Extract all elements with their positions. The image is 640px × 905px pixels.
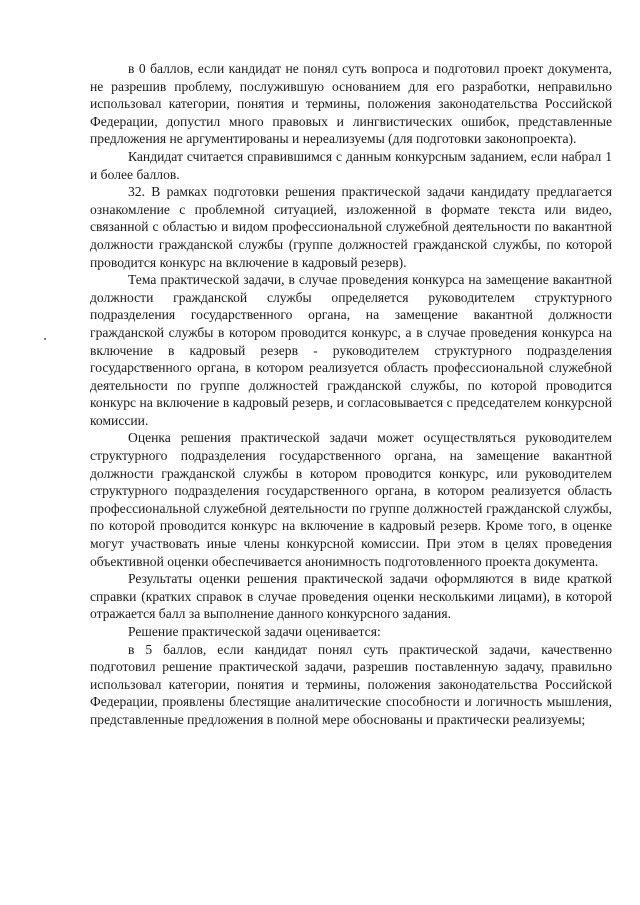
paragraph-task-topic: Тема практической задачи, в случае проведения конкурса на замещение вакантной должности гражданской службы определяется руководителем структурного подразделения государственного органа, на замещение вакантной должности гражданской службы в котором проводится конкурс, а в случае проведения конкурса на включение в кадровый резерв - руководителем структурного подразделения государственного органа, в котором реализуется область профессиональной служебной деятельности по группе должностей гражданской службы, по которой проводится конкурс на включение в кадровый резерв, и согласовывается с председателем конкурсной комиссии.	[90, 272, 612, 428]
paragraph-pass-threshold: Кандидат считается справившимся с данным конкурсным заданием, если набрал 1 и более баллов.	[90, 148, 612, 182]
paragraph-item-32: 32. В рамках подготовки решения практической задачи кандидату предлагается ознакомление с проблемной ситуацией, изложенной в формате текста или видео, связанной с областью и видом профессиональной служебной деятельности по вакантной должности гражданской службы (группе должностей гражданской службы, по которой проводится конкурс на включение в кадровый резерв).	[90, 184, 612, 270]
paragraph-task-evaluation: Оценка решения практической задачи может осуществляться руководителем структурного подразделения государственного органа, на замещение вакантной должности гражданской службы в котором проводится конкурс, или руководителем структурного подразделения государственного органа, в котором реализуется область профессиональной служебной деятельности по группе должностей гражданской службы, по которой проводится конкурс на включение в кадровый резерв. Кроме того, в оценке могут участвовать иные члены конкурсной комиссии. При этом в целях проведения объективной оценки обеспечивается анонимность подготовленного проекта документа.	[90, 430, 612, 569]
margin-mark	[44, 338, 46, 340]
document-body	[90, 60, 612, 729]
paragraph-score-zero: в 0 баллов, если кандидат не понял суть вопроса и подготовил проект документа, не разрешив проблему, послужившую основанием для его разработки, неправильно использовал категории, понятия и термины, положения законодательства Российской Федерации, допустил много правовых и лингвистических ошибок, представленные предложения не аргументированы и нереализуемы (для подготовки законопроекта).	[90, 61, 612, 147]
paragraph-evaluation-results: Результаты оценки решения практической задачи оформляются в виде краткой справки (кратких справок в случае проведения оценки несколькими лицами), в которой отражается балл за выполнение данного конкурсного задания.	[90, 571, 612, 622]
paragraph-scoring-intro: Решение практической задачи оценивается:	[128, 624, 381, 639]
paragraph-score-five: в 5 баллов, если кандидат понял суть практической задачи, качественно подготовил решение практической задачи, разрешив поставленную задачу, правильно использовал категории, понятия и термины, положения законодательства Российской Федерации, проявлены блестящие аналитические способности и логичность мышления, представленные предложения в полной мере обоснованы и практически реализуемы;	[90, 641, 612, 727]
